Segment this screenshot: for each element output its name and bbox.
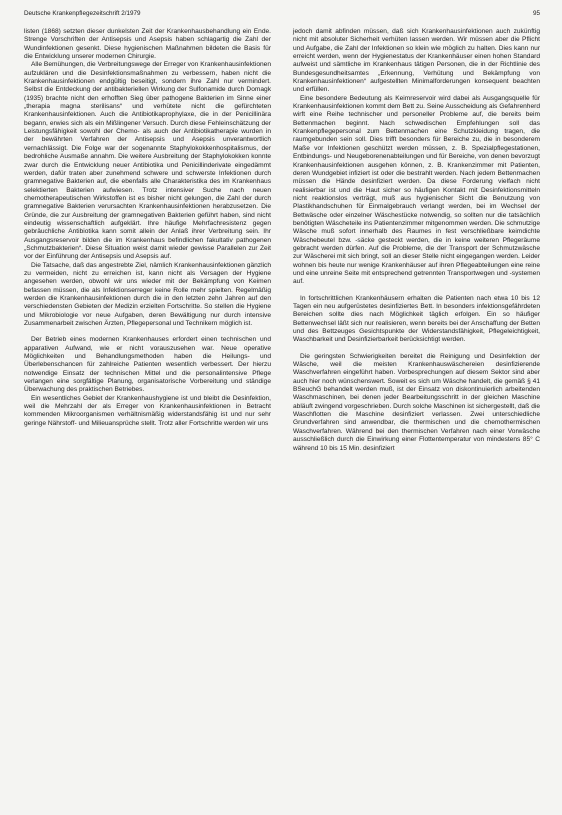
page-header bbox=[24, 10, 540, 18]
page-number: 95 bbox=[532, 10, 540, 17]
paragraph: Alle Bemühungen, die Verbreitungswege der Erreger von Krankenhausinfektionen aufzuklären und die Desinfektionsmaßnahmen zu verbessern, haben nicht die Krankenhausinfektionen endgültig beseitigt, sondern ihre Zahl nur vermindert. Selbst die Entdeckung der antibakteriellen Wirkung der Sulfonamide durch Domagk (1935) brachte nicht den erhofften Sieg über pathogene Bakterien im Sinne einer „therapia magna sterilisans“ und verhütete nicht die gefürchteten Krankenhausinfektionen. Auch die Antibiotikaprophylaxe, die in der Penicillinära begann, erwies sich als ein Mißlingener Versuch. Durch diese Fehleinschätzung der Leistungsfähigkeit sowohl der Chemo- als auch der Antibiotikatherapie wurden in der bewährten Verfahren der Antisepsis und Asepsis unverantwortlich vernachlässigt. Die Folge war der sogenannte Staphylokokkenhospitalismus, der bedrohliche Ausmaße annahm. Die weitere Ausbreitung der Staphylokokken konnte zwar durch die Entwicklung neuer Antibiotika und Penicillinderivate eingedämmt werden, dafür traten aber zunehmend schwere und schwerste Infektionen durch gramnegative Bakterien auf, die ebenfalls alle Charakteristika des im Krankenhaus selektierten Bakterien aufwiesen. Trotz intensiver Suche nach neuen chemotherapeutischen Wirkstoffen ist es bisher nicht gelungen, die Zahl der durch gramnegative Bakterien verursachten Krankenhausinfektionen herabzusetzen. Die Gründe, die zur Ausbreitung der gramnegativen Bakterien geführt haben, sind nicht eindeutig wissenschaftlich aufgeklärt. Ihre häufige Mehrfachresistenz gegen gebräuchliche Antibiotika kann somit allein der Anlaß ihrer Verbreitung sein. Ihr Ausgangsreservoir bilden die im Krankenhaus befindlichen fakultativ pathogenen „Schmutzbakterien“. Diese Situation weist damit wieder gewisse Parallelen zur Zeit vor der Einführung der Antisepsis und Asepsis auf. bbox=[24, 61, 271, 261]
text-columns bbox=[24, 28, 540, 453]
paragraph: jedoch damit abfinden müssen, daß sich Krankenhausinfektionen auch zukünftig nicht mit absoluter Sicherheit verhüten lassen werden. Wir müssen aber die Pflicht und Aufgabe, die Zahl der Infektionen so klein wie möglich zu halten. Dies kann nur erreicht werden, wenn der Hygienestatus der Krankenhäuser einen hohen Standard aufweist und sämtliche im Krankenhaus tätigen Personen, die in der Richtlinie des Bundesgesundheitsamtes „Erkennung, Verhütung und Bekämpfung von Krankenhausinfektionen“ aufgestellten Minimalforderungen konsequent beachten und erfüllen. bbox=[293, 28, 540, 94]
paragraph: Der Betrieb eines modernen Krankenhauses erfordert einen technischen und apparativen Aufwand, wie er nicht vorauszusehen war. Neue operative Möglichkeiten und Behandlungsmethoden haben die Heilungs- und Überlebenschancen für zahlreiche Patienten wesentlich verbessert. Der hierzu notwendige Einsatz der technischen Mittel und die personalintensive Pflege verlangen eine sorgfältige Planung, organisatorische Vorbereitung und ständige Überwachung des praktischen Betriebes. bbox=[24, 336, 271, 394]
paragraph: Ein wesentliches Gebiet der Krankenhaushygiene ist und bleibt die Desinfektion, weil die Mehrzahl der als Erreger von Krankenhausinfektionen in Betracht kommenden Mikroorganismen verhältnismäßig widerstandsfähig ist und nur sehr geringe Nährstoff- und Milieuansprüche stellt. Trotz aller Fortschritte werden wir uns bbox=[24, 394, 271, 427]
left-column bbox=[24, 28, 271, 453]
journal-title: Deutsche Krankenpflegezeitschrift 2/1979 bbox=[24, 10, 141, 17]
paragraph: In fortschrittlichen Krankenhäusern erhalten die Patienten nach etwa 10 bis 12 Tagen ein neu aufgerüstetes desinfiziertes Bett. In besonders infektionsgefährdeten Bereichen sollte dies nach Möglichkeit täglich erfolgen. Ein so häufiger Bettenwechsel läßt sich nur realisieren, wenn bereits bei der Anschaffung der Betten und des Bettzeuges Gesichtspunkte der Widerstandsfähigkeit, Pflegeleichtigkeit, Waschbarkeit und Desinfizierbarkeit berücksichtigt werden. bbox=[293, 294, 540, 344]
paragraph: listen (1868) setzten dieser dunkelsten Zeit der Krankenhausbehandlung ein Ende. Strenge Vorschriften der Antisepsis und Asepsis haben schlagartig die Zahl der Wundinfektionen gesenkt. Diese hygienischen Maßnahmen bildeten die Basis für die Entwicklung unserer modernen Chirurgie. bbox=[24, 28, 271, 61]
paragraph: Eine besondere Bedeutung als Keimreservoir wird dabei als Ausgangsquelle für Krankenhausinfektionen kommt dem Bett zu. Seine Ausscheidung als Gefahrenherd wirft eine Reihe technischer und personeller Probleme auf, die bereits beim Bettenmachen beginnt. Nach schwedischen Empfehlungen soll das Krankenpflegepersonal zum Bettenmachen eine Schutzkleidung tragen, die raumgebunden sein soll. Dies trifft besonders für Bereiche zu, die in besonderem Maße vor Infektionen geschützt werden müssen, z. B. Spezialpflegestationen, Entbindungs- und Neugeborenenabteilungen und für Bereiche, von denen bevorzugt Krankenhausinfektionen ausgehen können, z. B. Krankenzimmer mit Patienten, deren Wundgebiet infiziert ist oder die bestrahlt werden. Nach jedem Bettenmachen müssen die Hände desinfiziert werden. Da diese Forderung vielfach nicht realisierbar ist und die Haut sicher so häufigen Kontakt mit Desinfektionsmitteln nicht reaktionslos verträgt, muß aus hygienischer Sicht die Benutzung von Plastikhandschuhen für Einmalgebrauch verlangt werden, bei im Wechsel der Bettwäsche oder einzelner Wäschestücke notwendig, so sollten nur die tatsächlich benötigten Wäscheteile ins Patientenzimmer mitgenommen werden. Die schmutzige Wäsche muß sofort innerhalb des Raumes in fest verschließbare keimdichte Wäschebeutel bzw. -säcke gesteckt werden, die in keine weiteren Pflegeräume gebracht werden dürfen. Auf die Probleme, die der Transport der Schmutzwäsche zur Wäscherei mit sich bringt, soll an dieser Stelle nicht eingegangen werden. Leider wohnen bis heute nur wenige Krankenhäuser auf ihren Pflegeabteilungen eine reine und eine unreine Seite mit entsprechend getrennten Transportwegen und -systemen auf. bbox=[293, 94, 540, 286]
paragraph: Die Tatsache, daß das angestrebte Ziel, nämlich Krankenhausinfektionen gänzlich zu vermeiden, nicht zu erreichen ist, kann nicht als Versagen der Hygiene angesehen werden, obwohl wir uns wieder mit der Bekämpfung von Keimen befassen müssen, die als Infektionserreger keine Rolle mehr spielten. Regelmäßig werden die Krankenhausinfektionen durch die in den letzten zehn Jahren auf den verschiedensten Gebieten der Medizin erzielten Fortschritte. So stellen die Hygiene und Mikrobiologie vor neue Aufgaben, deren Bewältigung nur durch intensive Zusammenarbeit zwischen Ärzten, Pflegepersonal und Technikern möglich ist. bbox=[24, 261, 271, 328]
right-column bbox=[293, 28, 540, 453]
paragraph: Die geringsten Schwierigkeiten bereitet die Reinigung und Desinfektion der Wäsche, weil die meisten Krankenhauswäschereien desinfizierende Waschverfahren eingeführt haben. Vorbesprechungen auf diesem Sektor sind aber auch hier noch wünschenswert. Soweit es sich um Wäsche handelt, die gemäß § 41 BSeuchG behandelt werden muß, ist der Einsatz von diskontinuierlich arbeitenden Waschmaschinen, bei denen jeder Bearbeitungsschritt in der gleichen Maschine abläuft zwingend vorgeschrieben. Durch solche Maschinen ist sichergestellt, daß die Waschflotten die Maschine desinfiziert verlassen. Zwei unterschiedliche Grundverfahren sind anwendbar, die thermischen und die chemothermischen Waschverfahren. Während bei den thermischen Verfahren nach einer Vorwäsche ausschließlich durch die Einwirkung einer Flottentemperatur von mindestens 85° C während 10 bis 15 Min. desinfiziert bbox=[293, 352, 540, 452]
